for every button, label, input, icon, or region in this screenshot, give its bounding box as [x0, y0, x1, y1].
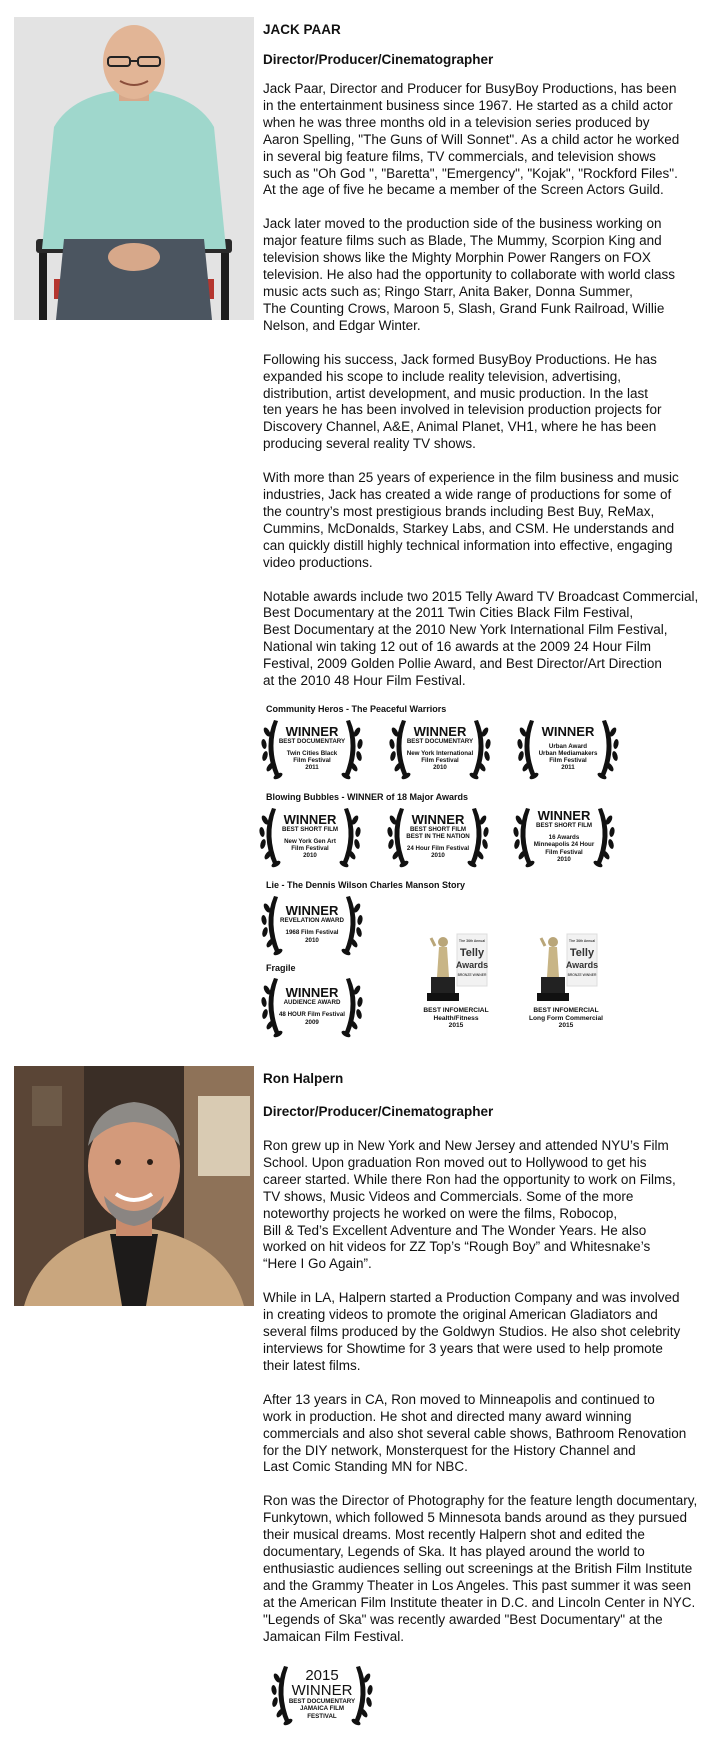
award-festival: JAMAICA FILM FESTIVAL: [299, 1705, 345, 1720]
award-winner: WINNER: [537, 807, 591, 823]
telly-caption: BEST INFOMERCIAL Long Form Commercial 2015: [528, 1007, 603, 1030]
person-role: Director/Producer/Cinematographer: [263, 52, 494, 67]
laurel-award: [510, 800, 618, 872]
award-winner: WINNER: [285, 723, 339, 739]
award-category: BEST SHORT FILM: [535, 821, 593, 829]
telly-award-badge: [406, 932, 506, 1030]
award-category: BEST DOCUMENTARY: [406, 737, 474, 745]
award-festival: 48 HOUR Film Festival 2009: [278, 1011, 346, 1026]
bio-paragraph: Jack later moved to the production side of the business working on major feature films such as Blade, The Mummy, Scorpion King and television shows like the Mighty Morphin Power Rangers on FOX television. He also had the opportunity to collaborate with world class music acts such as; Ringo Starr, Anita Baker, Donna Summer, The Counting Crows, Maroon 5, Slash, Grand Funk Railroad, Willie Nelson, and Edgar Winter.: [263, 216, 675, 333]
laurel-award: [384, 800, 492, 872]
telly-statue-icon: [531, 932, 601, 1004]
person-name: JACK PAAR: [263, 22, 341, 37]
bio-paragraph: Ron was the Director of Photography for the feature length documentary, Funkytown, which followed 5 Minnesota bands around as they pursued their musical dreams. Most recently Halpern shot and edited the documentary, Legends of Ska. It has played around the world to enthusiastic audiences selling out screenings at the British Film Institute and the Grammy Theater in Los Angeles. This past summer it was seen at the American Film Institute theater in D.C. and Lincoln Center in NYC. "Legends of Ska" was recently awarded "Best Documentary" at the Jamaican Film Festival.: [263, 1493, 698, 1644]
laurel-award: [258, 712, 366, 784]
award-winner: WINNER: [413, 723, 467, 739]
telly-statue-icon: [421, 932, 491, 1004]
telly-badge-text: BRONZE WINNER: [457, 973, 487, 977]
telly-badge-text: Awards: [455, 960, 489, 970]
bio-paragraph: With more than 25 years of experience in the film business and music industries, Jack has created a wide range of productions for some of the country’s most prestigious brands including Best Buy, ReMax, Cummins, McDonalds, Starkey Labs, and CSM. He understands and can quickly distill highly technical information into effective, engaging video productions.: [263, 470, 679, 570]
award-festival: Twin Cities Black Film Festival 2011: [286, 749, 338, 772]
award-winner: WINNER: [285, 903, 339, 919]
award-group-title: Lie - The Dennis Wilson Charles Manson Story: [266, 880, 465, 890]
award-group-title: Community Heros - The Peaceful Warriors: [266, 704, 447, 714]
award-festival: New York International Film Festival 2010: [406, 749, 474, 772]
bio-paragraph: Following his success, Jack formed BusyBoy Productions. He has expanded his scope to include reality television, advertising, distribution, artist development, and music production. In the last ten years he has been involved in television production projects for Discovery Channel, A&E, Animal Planet, VH1, where he has been producing several reality TV shows.: [263, 351, 662, 452]
award-festival: 16 Awards Minneapolis 24 Hour Film Festival 2010: [533, 834, 595, 863]
award-category: BEST DOCUMENTARY: [278, 737, 346, 745]
ron-halpern-bio: [263, 1071, 713, 1645]
award-group-title: Fragile: [266, 963, 296, 973]
telly-badge-text: The 36th Annual: [568, 939, 596, 943]
award-category: AUDIENCE AWARD: [283, 999, 341, 1007]
award-winner: WINNER: [283, 811, 337, 827]
bio-paragraph: While in LA, Halpern started a Production Company and was involved in creating videos to promote the original American Gladiators and several films produced by the Goldwyn Studios. He also shot celebrity interviews for Showtime for 3 years that were used to help promote their latest films.: [263, 1290, 681, 1373]
bio-paragraph: Jack Paar, Director and Producer for BusyBoy Productions, has been in the entertainment business since 1967. He started as a child actor when he was three months old in a television series produced by Aaron Spelling, "The Guns of Will Sonnet". As a child actor he worked in several big feature films, TV commercials, and television shows such as "Oh God ", "Baretta", "Emergency", "Kojak", "Rockford Files". At the age of five he became a member of the Screen Actors Guild.: [263, 81, 680, 198]
award-winner: WINNER: [541, 723, 595, 739]
telly-badge-text: Telly: [569, 947, 595, 959]
laurel-award: [268, 1656, 376, 1732]
telly-badge-text: The 36th Annual: [458, 939, 486, 943]
award-category: BEST DOCUMENTARY: [288, 1698, 356, 1706]
award-festival: Urban Award Urban Mediamakers Film Festival 2011: [538, 742, 598, 772]
laurel-award: [258, 970, 366, 1042]
person-role: Director/Producer/Cinematographer: [263, 1104, 494, 1119]
person-name: Ron Halpern: [263, 1071, 344, 1086]
award-category: BEST SHORT FILM BEST IN THE NATION: [406, 825, 470, 840]
telly-award-badge: [516, 932, 616, 1030]
award-category: REVELATION AWARD: [280, 917, 344, 925]
award-year: 2015: [305, 1667, 339, 1685]
award-group-title: Blowing Bubbles - WINNER of 18 Major Awards: [266, 792, 469, 802]
laurel-award: [514, 712, 622, 784]
jack-paar-bio: [263, 22, 713, 690]
award-category: BEST SHORT FILM: [281, 825, 339, 833]
bio-paragraph: Ron grew up in New York and New Jersey and attended NYU’s Film School. Upon graduation Ron moved out to Hollywood to get his career started. While there Ron had the opportunity to work on Films, TV shows, Music Videos and Commercials. Some of the more noteworthy projects he worked on were the films, Robocop, Bill & Ted’s Excellent Adventure and The Wonder Years. He also worked on hit videos for ZZ Top’s “Rough Boy” and Whitesnake’s “Here I Go Again”.: [263, 1138, 676, 1272]
award-festival: 24 Hour Film Festival 2010: [406, 845, 470, 860]
telly-caption: BEST INFOMERCIAL Health/Fitness 2015: [423, 1007, 489, 1030]
laurel-award: [386, 712, 494, 784]
telly-badge-text: Telly: [459, 947, 485, 959]
bio-paragraph: After 13 years in CA, Ron moved to Minneapolis and continued to work in production. He shot and directed many award winning commercials and also shot several cable shows, Bathroom Renovation for the DIY network, Monsterquest for the History Channel and Last Comic Standing MN for NBC.: [263, 1391, 687, 1475]
ron-halpern-photo: [14, 1066, 254, 1306]
award-winner: WINNER: [411, 811, 465, 827]
laurel-award: [256, 800, 364, 872]
telly-badge-text: BRONZE WINNER: [567, 973, 597, 977]
laurel-award: [258, 888, 366, 960]
award-winner: WINNER: [285, 985, 339, 1001]
bio-paragraph: Notable awards include two 2015 Telly Award TV Broadcast Commercial, Best Documentary at the 2011 Twin Cities Black Film Festival, Best Documentary at the 2010 New York International Film Festival, National win taking 12 out of 16 awards at the 2009 24 Hour Film Festival, 2009 Golden Pollie Award, and Best Director/Art Direction at the 2010 48 Hour Film Festival.: [263, 588, 699, 689]
telly-badge-text: Awards: [565, 960, 599, 970]
award-winner: WINNER: [291, 1682, 353, 1700]
award-festival: 1968 Film Festival 2010: [285, 929, 339, 944]
jack-paar-photo: [14, 17, 254, 320]
award-festival: New York Gen Art Film Festival 2010: [284, 837, 336, 860]
